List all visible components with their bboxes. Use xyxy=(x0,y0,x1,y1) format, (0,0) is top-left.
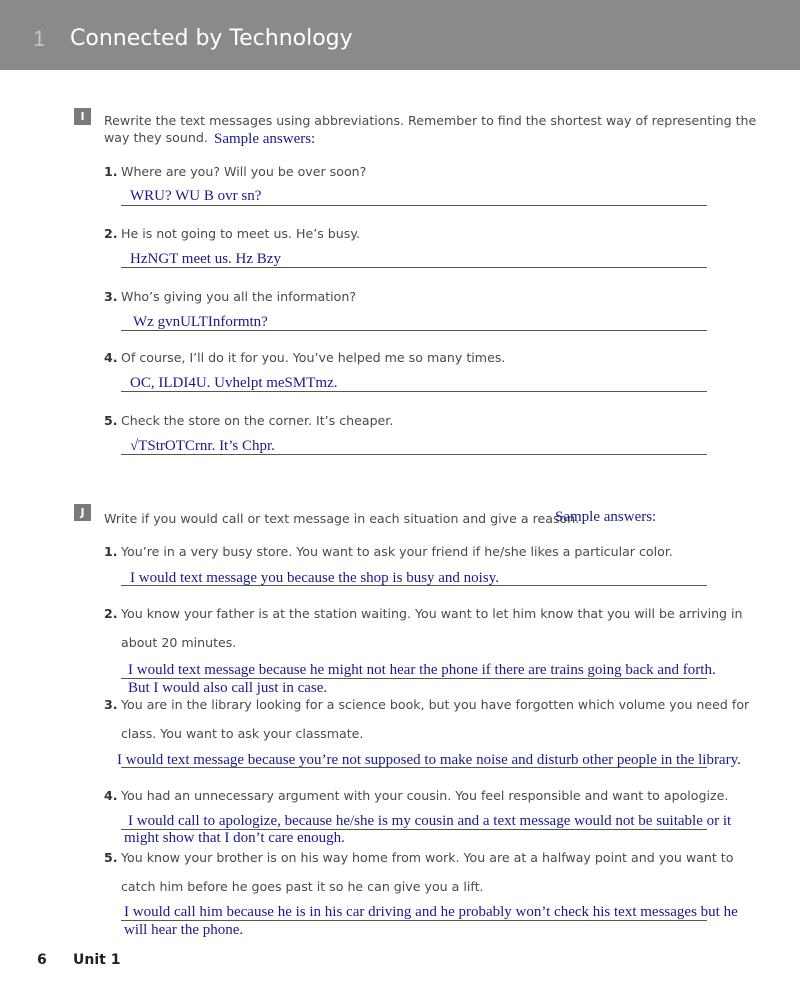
page-number: 6 xyxy=(37,952,47,968)
section-i-sample-label: Sample answers: xyxy=(214,131,316,147)
question-text: He is not going to meet us. He’s busy. xyxy=(121,226,360,241)
answer-text-continued: But I would also call just in case. xyxy=(128,680,328,696)
section-badge-i: I xyxy=(74,108,91,125)
answer-line xyxy=(121,920,707,921)
section-j-instruction: Write if you would call or text message in each situation and give a reason. xyxy=(104,511,580,526)
question-number: 4. xyxy=(104,350,118,365)
answer-line xyxy=(121,585,707,586)
question-number: 2. xyxy=(104,226,118,241)
answer-text-continued: might show that I don’t care enough. xyxy=(124,830,345,846)
answer-text: √TStrOTCrnr. It’s Chpr. xyxy=(130,438,275,454)
question-number: 5. xyxy=(104,850,118,865)
question-text-continued: catch him before he goes past it so he can give you a lift. xyxy=(121,879,484,894)
question-text: You had an unnecessary argument with your cousin. You feel responsible and want to apologize. xyxy=(121,788,729,803)
question-text: You are in the library looking for a science book, but you have forgotten which volume you need for xyxy=(121,697,750,712)
question-number: 5. xyxy=(104,413,118,428)
page-header xyxy=(0,0,800,70)
question-text: Of course, I’ll do it for you. You’ve helped me so many times. xyxy=(121,350,506,365)
answer-text: I would text message you because the shop is busy and noisy. xyxy=(130,570,499,586)
section-j-sample-label: Sample answers: xyxy=(555,509,657,525)
answer-line xyxy=(121,330,707,331)
answer-text: I would call him because he is in his car driving and he probably won’t check his text messages but he xyxy=(124,904,738,920)
question-number: 3. xyxy=(104,697,118,712)
question-text-continued: class. You want to ask your classmate. xyxy=(121,726,364,741)
answer-line xyxy=(121,767,707,768)
answer-text: WRU? WU B ovr sn? xyxy=(130,188,262,204)
section-i-instruction-line2: way they sound. xyxy=(104,130,208,145)
answer-line xyxy=(121,678,707,679)
question-number: 3. xyxy=(104,289,118,304)
section-badge-j: J xyxy=(74,504,91,521)
question-text: Check the store on the corner. It’s cheaper. xyxy=(121,413,394,428)
question-number: 1. xyxy=(104,544,118,559)
question-text-continued: about 20 minutes. xyxy=(121,635,237,650)
question-number: 4. xyxy=(104,788,118,803)
footer-unit-label: Unit 1 xyxy=(73,952,121,968)
answer-line xyxy=(121,267,707,268)
answer-line xyxy=(121,205,707,206)
answer-text-continued: will hear the phone. xyxy=(124,922,244,938)
unit-number: 1 xyxy=(33,26,46,51)
question-number: 1. xyxy=(104,164,118,179)
answer-text: I would text message because he might not hear the phone if there are trains going back and forth. xyxy=(128,662,716,678)
answer-line xyxy=(121,454,707,455)
section-i-instruction-line1: Rewrite the text messages using abbreviations. Remember to find the shortest way of representing the xyxy=(104,113,757,128)
unit-title: Connected by Technology xyxy=(70,26,353,51)
answer-text: OC, ILDI4U. Uvhelpt meSMTmz. xyxy=(130,375,338,391)
answer-text: I would text message because you’re not supposed to make noise and disturb other people in the library. xyxy=(117,752,741,768)
question-text: You know your father is at the station waiting. You want to let him know that you will be arriving in xyxy=(121,606,743,621)
question-text: You’re in a very busy store. You want to ask your friend if he/she likes a particular color. xyxy=(121,544,673,559)
question-number: 2. xyxy=(104,606,118,621)
question-text: Who’s giving you all the information? xyxy=(121,289,357,304)
question-text: Where are you? Will you be over soon? xyxy=(121,164,367,179)
answer-line xyxy=(121,391,707,392)
answer-text: Wz gvnULTInformtn? xyxy=(133,314,268,330)
answer-text: I would call to apologize, because he/she is my cousin and a text message would not be suitable or it xyxy=(128,813,732,829)
answer-text: HzNGT meet us. Hz Bzy xyxy=(130,251,281,267)
question-text: You know your brother is on his way home from work. You are at a halfway point and you want to xyxy=(121,850,734,865)
